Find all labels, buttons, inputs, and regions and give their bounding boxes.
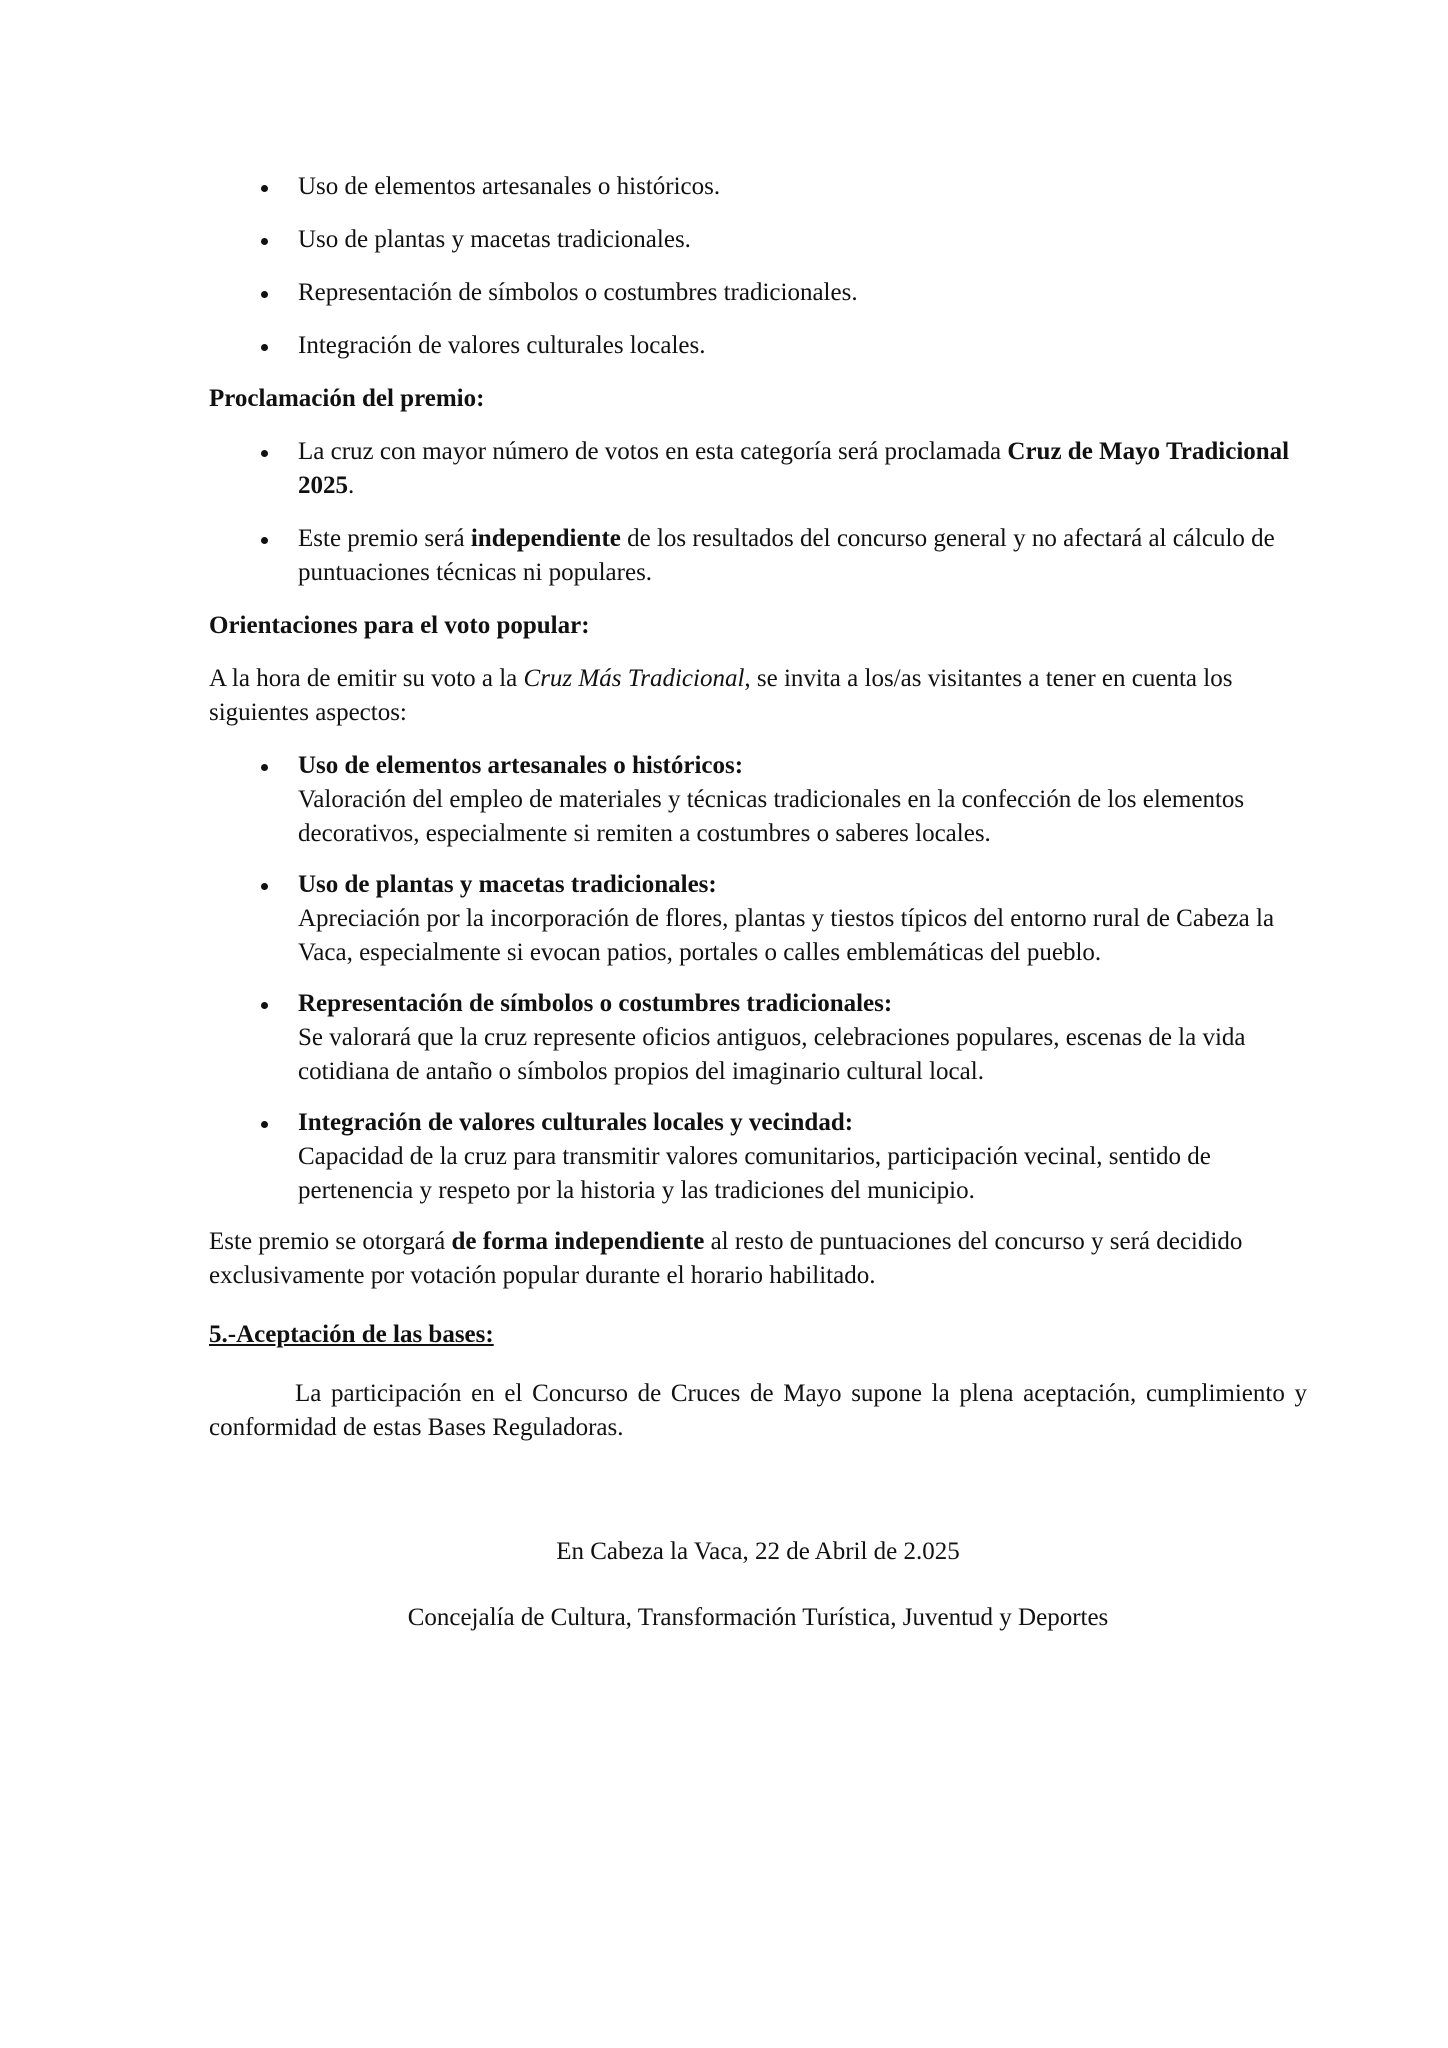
proclamation-heading: Proclamación del premio:: [209, 385, 485, 412]
list-item: [209, 435, 1307, 503]
orientations-intro: [209, 662, 1307, 730]
bullet-icon: [261, 1002, 268, 1009]
orientation-title: Integración de valores culturales locales y vecindad:: [298, 1109, 854, 1136]
list-item: [209, 987, 1307, 1089]
orientation-text: Se valorará que la cruz represente oficios antiguos, celebraciones populares, escenas de la vida cotidiana de antaño o símbolos propios del imaginario cultural local.: [298, 1024, 1246, 1085]
list-item: [209, 170, 1307, 204]
proclamation-item-2-pre: Este premio será: [298, 525, 471, 552]
bullet-icon: [261, 537, 268, 544]
list-item-text: Integración de valores culturales locales.: [298, 332, 706, 359]
closing-emphasis: de forma independiente: [451, 1228, 705, 1255]
orientation-text: Apreciación por la incorporación de flores, plantas y tiestos típicos del entorno rural de Cabeza la Vaca, especialmente si evocan patios, portales o calles emblemáticas del pueblo.: [298, 905, 1275, 966]
bullet-icon: [261, 883, 268, 890]
document-page: [209, 170, 1307, 1635]
bullet-icon: [261, 764, 268, 771]
orientation-text: Capacidad de la cruz para transmitir valores comunitarios, participación vecinal, sentido de pertenencia y respeto por la historia y las tradiciones del municipio.: [298, 1143, 1211, 1204]
list-item: [209, 329, 1307, 363]
award-name: Cruz de Mayo Tradicional 2025: [298, 438, 1290, 499]
place-date: En Cabeza la Vaca, 22 de Abril de 2.025: [556, 1538, 960, 1565]
list-item: [209, 1106, 1307, 1208]
bullet-icon: [261, 1121, 268, 1128]
list-item-text: Uso de plantas y macetas tradicionales.: [298, 226, 691, 253]
proclamation-item-1-post: .: [348, 472, 355, 499]
acceptance-heading: 5.-Aceptación de las bases:: [209, 1321, 494, 1348]
bullet-icon: [261, 344, 268, 351]
bullet-icon: [261, 238, 268, 245]
proclamation-item-1-pre: La cruz con mayor número de votos en esta categoría será proclamada: [298, 438, 1008, 465]
bullet-icon: [261, 291, 268, 298]
orientations-list: [209, 749, 1307, 1208]
list-item: [209, 223, 1307, 257]
list-item: [209, 868, 1307, 970]
acceptance-text: La participación en el Concurso de Cruces de Mayo supone la plena aceptación, cumplimiento y conformidad de estas Bases Reguladoras.: [209, 1380, 1307, 1441]
independent-emphasis: independiente: [470, 525, 621, 552]
list-item: [209, 522, 1307, 590]
proclamation-item-2-post: de los resultados del concurso general y no afectará al cálculo de puntuaciones técnicas ni populares.: [298, 525, 1275, 586]
orientation-title: Representación de símbolos o costumbres tradicionales:: [298, 990, 893, 1017]
orientation-text: Valoración del empleo de materiales y técnicas tradicionales en la confección de los elementos decorativos, especialmente si remiten a costumbres o saberes locales.: [298, 786, 1245, 847]
orientation-title: Uso de plantas y macetas tradicionales:: [298, 871, 717, 898]
closing-post: al resto de puntuaciones del concurso y será decidido exclusivamente por votación popular durante el horario habilitado.: [209, 1228, 1243, 1289]
list-item-text: Uso de elementos artesanales o históricos.: [298, 173, 721, 200]
intro-pre: A la hora de emitir su voto a la: [209, 665, 524, 692]
list-item-text: Representación de símbolos o costumbres tradicionales.: [298, 279, 858, 306]
bullet-icon: [261, 185, 268, 192]
closing-paragraph: [209, 1225, 1307, 1293]
intro-post: , se invita a los/as visitantes a tener en cuenta los siguientes aspectos:: [209, 665, 1233, 726]
proclamation-list: [209, 435, 1307, 590]
department-name: Concejalía de Cultura, Transformación Turística, Juventud y Deportes: [407, 1604, 1109, 1631]
bullet-icon: [261, 450, 268, 457]
closing-pre: Este premio se otorgará: [209, 1228, 452, 1255]
criteria-list: [209, 170, 1307, 363]
list-item: [209, 276, 1307, 310]
intro-italic: Cruz Más Tradicional: [523, 665, 745, 692]
orientation-title: Uso de elementos artesanales o históricos:: [298, 752, 744, 779]
orientations-heading: Orientaciones para el voto popular:: [209, 612, 590, 639]
list-item: [209, 749, 1307, 851]
